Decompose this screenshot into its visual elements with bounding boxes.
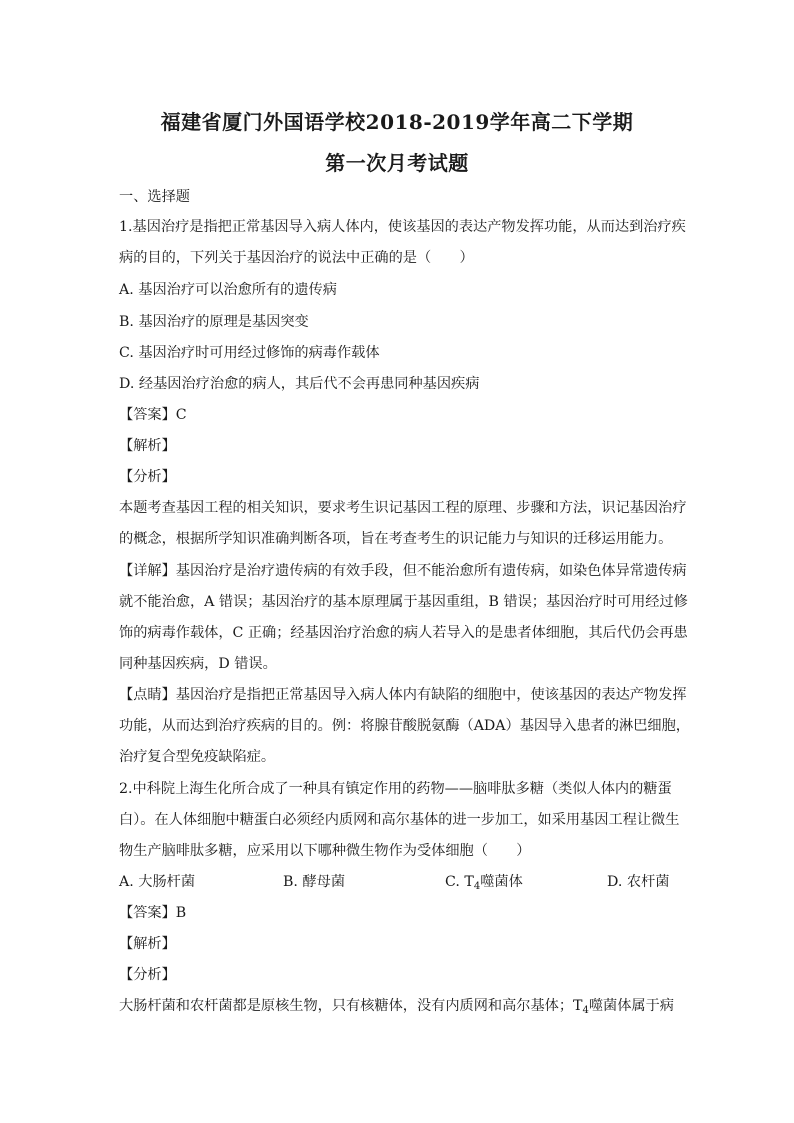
q2-option-c-subscript: 4: [473, 881, 481, 892]
q1-option-a: A. 基因治疗可以治愈所有的遗传病: [119, 282, 337, 298]
page-subtitle: 第一次月考试题: [325, 151, 469, 175]
q2-fenxi-label: 【分析】: [119, 967, 176, 983]
q1-fenxi-line-2: 的概念，根据所学知识准确判断各项，旨在考查考生的识记能力与知识的迁移运用能力。: [119, 531, 673, 547]
q1-option-d: D. 经基因治疗治愈的病人，其后代不会再患同种基因疾病: [119, 376, 480, 392]
q1-dianjing-line-3: 治疗复合型免疫缺陷症。: [119, 749, 276, 765]
q1-dianjing-line-1: 【点睛】基因治疗是指把正常基因导入病人体内有缺陷的细胞中，使该基因的表达产物发挥: [119, 687, 687, 703]
q1-stem-line-1: 1.基因治疗是指把正常基因导入病人体内，使该基因的表达产物发挥功能，从而达到治疗疾: [119, 219, 686, 235]
section-heading: 一、选择题: [119, 189, 190, 205]
q2-option-b: B. 酵母菌: [283, 874, 346, 890]
q2-fenxi-pre: 大肠杆菌和农杆菌都是原核生物，只有核糖体，没有内质网和高尔基体；T: [119, 998, 583, 1014]
q2-stem-line-1: 2.中科院上海生化所合成了一种具有镇定作用的药物——脑啡肽多糖（类似人体内的糖蛋: [119, 781, 672, 797]
q2-option-d: D. 农杆菌: [607, 874, 670, 890]
q1-option-b: B. 基因治疗的原理是基因突变: [119, 314, 309, 330]
q1-xiangjie-line-3: 饰的病毒作载体，C 正确；经基因治疗治愈的病人若导入的是患者体细胞，其后代仍会再患: [119, 625, 688, 641]
page-title: 福建省厦门外国语学校2018-2019学年高二下学期: [160, 110, 634, 134]
q2-stem-line-3: 物生产脑啡肽多糖，应采用以下哪种微生物作为受体细胞（ ）: [119, 843, 531, 859]
q1-fenxi-label: 【分析】: [119, 469, 176, 485]
q2-fenxi-subscript: 4: [582, 1005, 589, 1016]
q1-answer: 【答案】C: [119, 407, 187, 423]
q2-option-a: A. 大肠杆菌: [119, 874, 196, 890]
q2-option-c-pre: C. T: [445, 874, 474, 890]
q2-option-c: [445, 872, 523, 897]
q1-option-c: C. 基因治疗时可用经过修饰的病毒作载体: [119, 345, 380, 361]
q1-fenxi-line-1: 本题考查基因工程的相关知识，要求考生识记基因工程的原理、步骤和方法，识记基因治疗: [119, 500, 687, 516]
q1-xiangjie-line-2: 就不能治愈，A 错误；基因治疗的基本原理属于基因重组，B 错误；基因治疗时可用经过修: [119, 594, 688, 610]
q1-xiangjie-line-1: 【详解】基因治疗是治疗遗传病的有效手段，但不能治愈所有遗传病，如染色体异常遗传病: [119, 563, 687, 579]
q2-answer: 【答案】B: [119, 905, 187, 921]
q1-dianjing-line-2: 功能，从而达到治疗疾病的目的。例：将腺苷酸脱氨酶（ADA）基因导入患者的淋巴细胞，: [119, 718, 690, 734]
q2-option-c-post: 噬菌体: [480, 874, 523, 890]
q2-fenxi-line-1: [119, 996, 679, 1021]
q1-jiexi-label: 【解析】: [119, 438, 176, 454]
q2-fenxi-post: 噬菌体属于病: [588, 998, 674, 1014]
q1-xiangjie-line-4: 同种基因疾病，D 错误。: [119, 656, 277, 672]
q2-jiexi-label: 【解析】: [119, 936, 176, 952]
q2-stem-line-2: 白）。在人体细胞中糖蛋白必须经内质网和高尔基体的进一步加工，如采用基因工程让微生: [119, 812, 680, 828]
q1-stem-line-2: 病的目的，下列关于基因治疗的说法中正确的是（ ）: [119, 250, 474, 266]
